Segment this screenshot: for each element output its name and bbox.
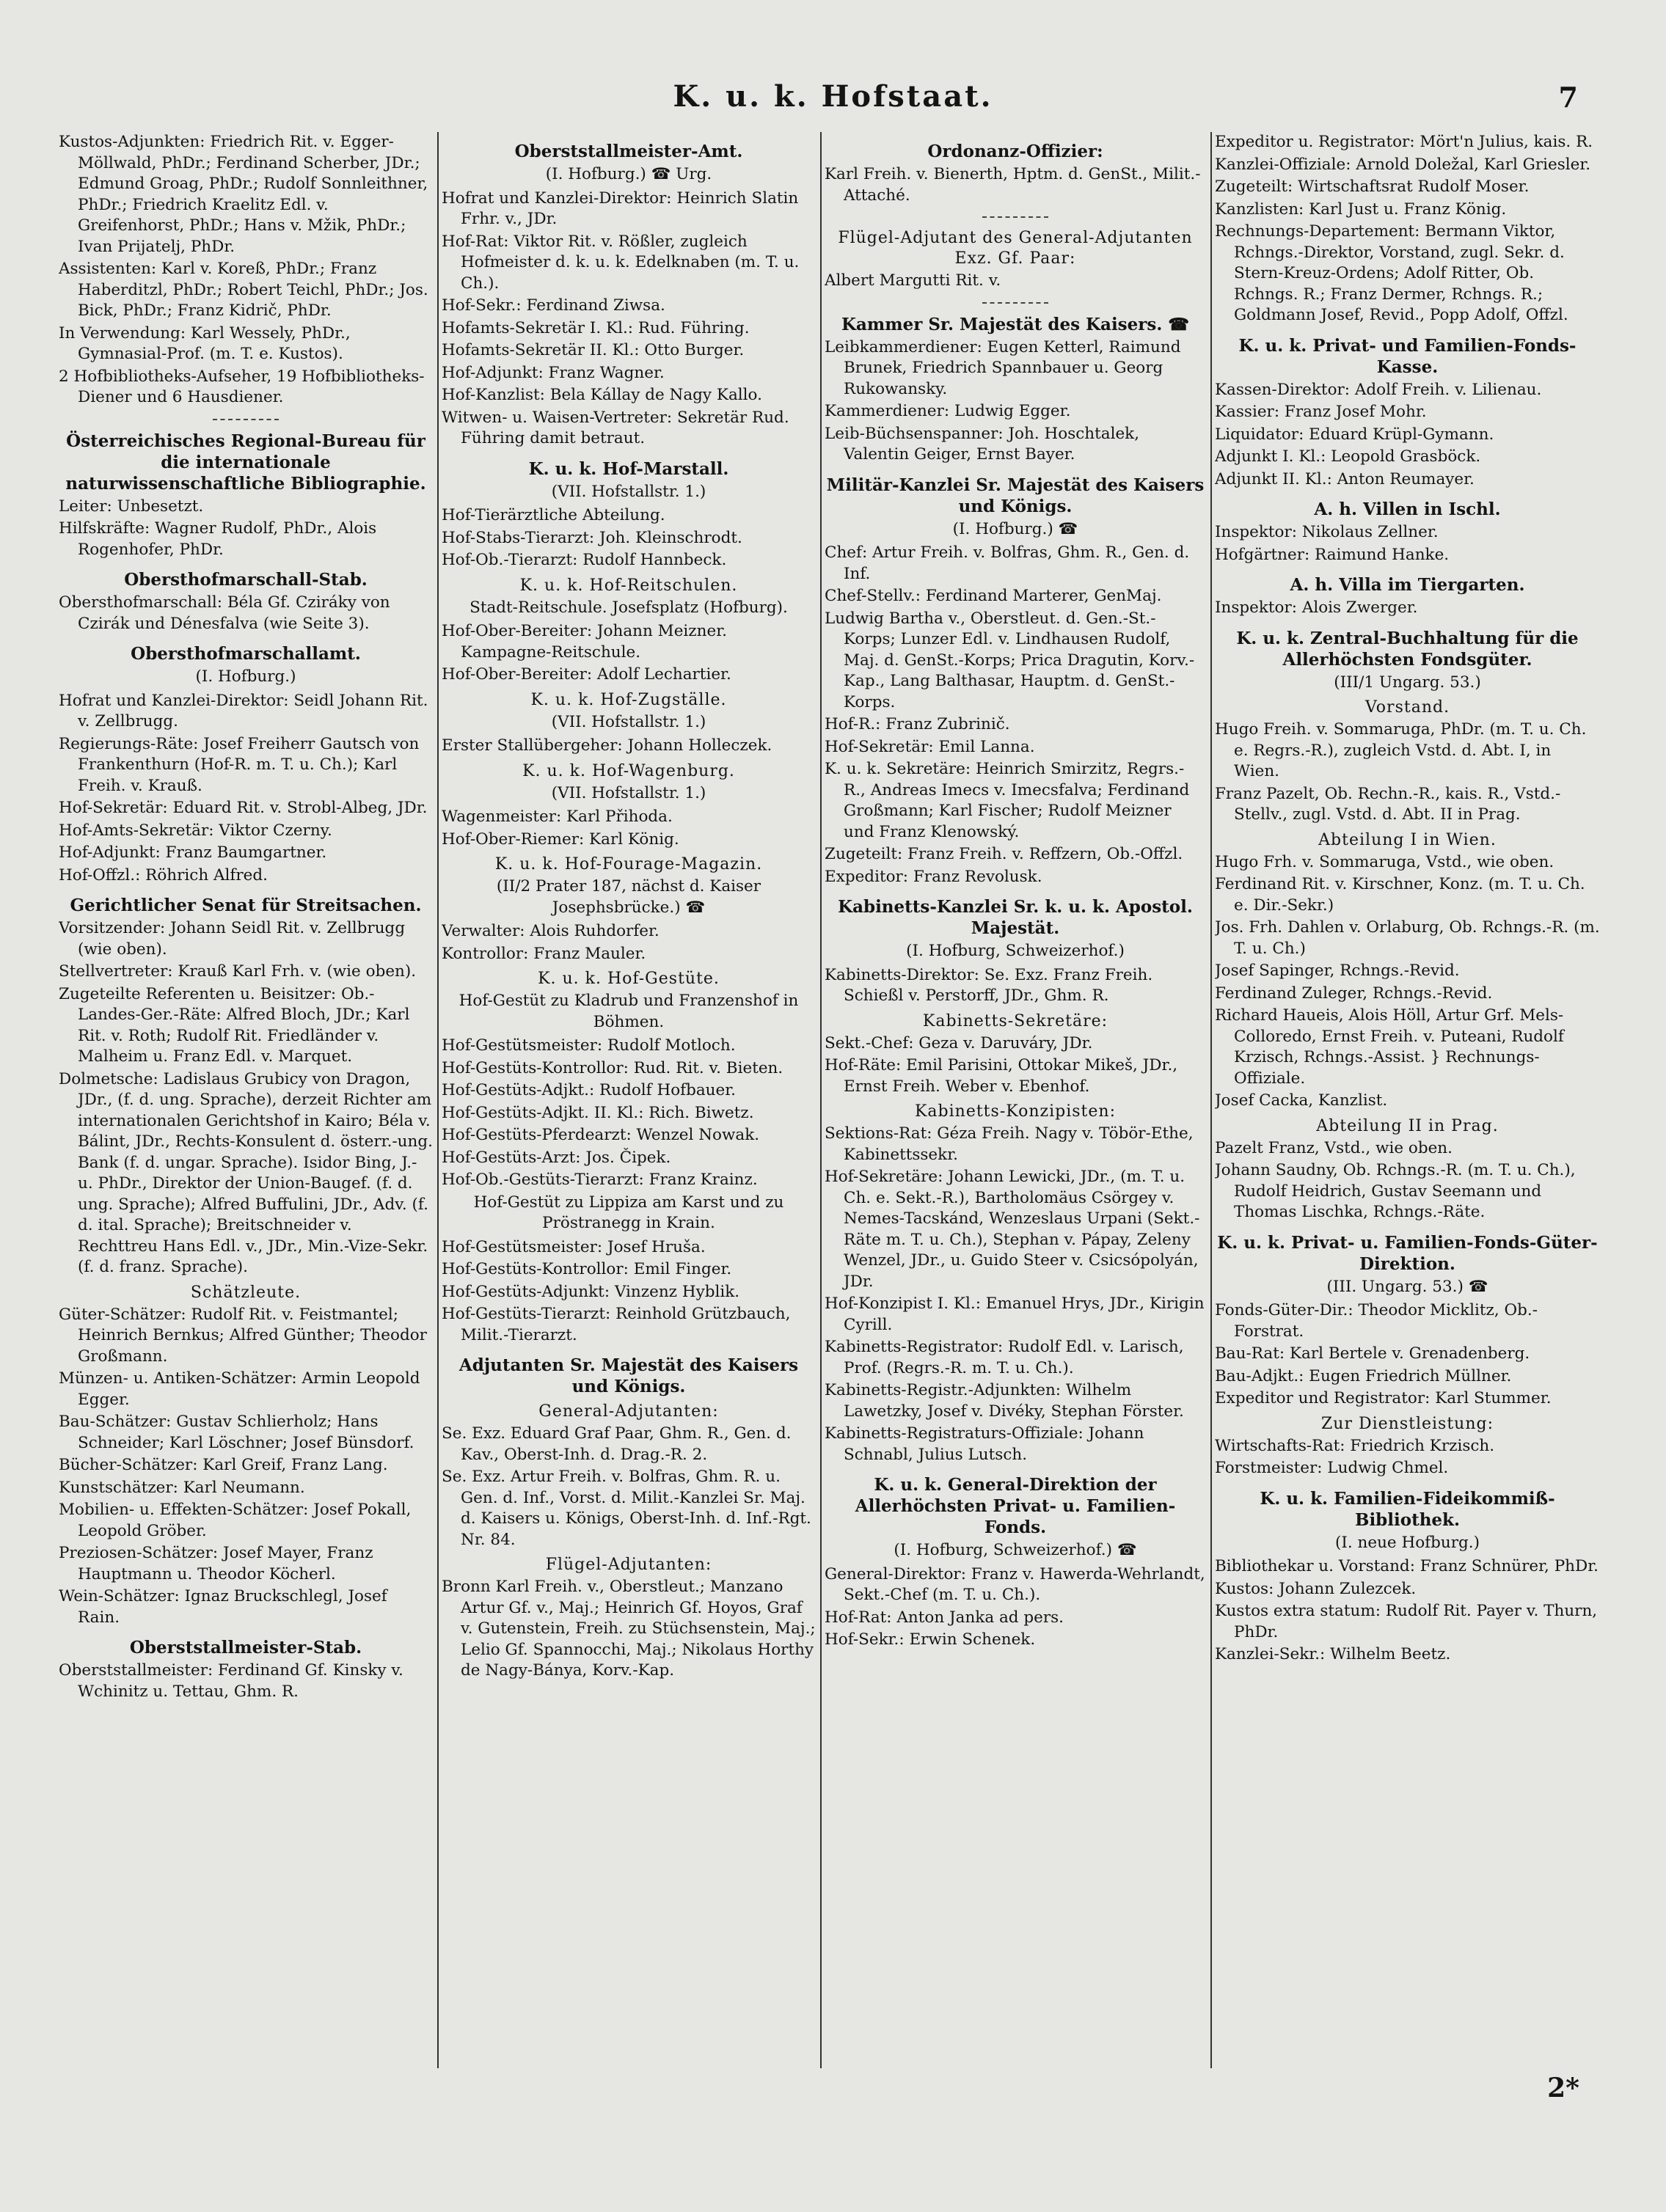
directory-entry: Leib-Büchsenspanner: Joh. Hoschtalek, Valentin Geiger, Ernst Bayer. — [825, 424, 1140, 464]
section-heading: K. u. k. General-Direktion der Allerhöchsten Privat- u. Familien-Fonds. — [855, 1475, 1176, 1537]
directory-entry: Hof-Gestüts-Tierarzt: Reinhold Grützbauch, Milit.-Tierarzt. — [442, 1305, 791, 1344]
directory-entry: Albert Margutti Rit. v. — [825, 271, 1001, 290]
directory-entry: Hof-Konzipist I. Kl.: Emanuel Hrys, JDr., Kirigin Cyrill. — [825, 1294, 1205, 1334]
subsection-heading: K. u. k. Hof-Zugställe. — [530, 690, 727, 709]
address-line: (VII. Hofstallstr. 1.) — [551, 712, 706, 731]
directory-entry: Hof-Gestütsmeister: Rudolf Motloch. — [442, 1036, 736, 1055]
section-heading: A. h. Villen in Ischl. — [1314, 499, 1501, 519]
directory-entry: Kabinetts-Registrator: Rudolf Edl. v. Larisch, Prof. (Regrs.-R. m. T. u. Ch.). — [825, 1338, 1184, 1377]
directory-entry: Leiter: Unbesetzt. — [59, 497, 204, 516]
directory-entry: Jos. Frh. Dahlen v. Orlaburg, Ob. Rchngs.-R. (m. T. u. Ch.) — [1215, 918, 1600, 958]
directory-entry: Hof-R.: Franz Zubrinič. — [825, 715, 1010, 733]
directory-entry: Zugeteilt: Wirtschaftsrat Rudolf Moser. — [1215, 177, 1530, 196]
directory-entry: Sekt.-Chef: Geza v. Daruváry, JDr. — [825, 1033, 1093, 1052]
directory-entry: Hugo Freih. v. Sommaruga, PhDr. (m. T. u. Ch. e. Regrs.-R.), zugleich Vstd. d. Abt. I, in Wien. — [1215, 720, 1587, 780]
column-4 — [1215, 132, 1600, 2068]
column-divider — [1210, 132, 1212, 2068]
directory-entry: Expeditor und Registrator: Karl Stummer. — [1215, 1389, 1552, 1407]
column-2 — [442, 132, 816, 2068]
directory-entry: Adjunkt II. Kl.: Anton Reumayer. — [1215, 469, 1475, 488]
section-heading: K. u. k. Privat- und Familien-Fonds-Kasse. — [1238, 335, 1577, 377]
subsection-heading: Flügel-Adjutant des General-Adjutanten Exz. Gf. Paar: — [838, 229, 1193, 268]
address-line: Hof-Gestüt zu Lippiza am Karst und zu Pröstranegg in Krain. — [473, 1193, 784, 1232]
directory-entry: Verwalter: Alois Ruhdorfer. — [442, 922, 660, 940]
column-1 — [59, 132, 433, 2068]
address-line: (I. Hofburg, Schweizerhof.) ☎ — [894, 1541, 1137, 1559]
directory-entry: Richard Haueis, Alois Höll, Artur Grf. Mels-Colloredo, Ernst Freih. v. Puteani, Rudolf Krzisch, Rchngs.-Assist. } Rechnungs-Offiziale. — [1215, 1006, 1564, 1088]
section-heading: K. u. k. Privat- u. Familien-Fonds-Güter-Direktion. — [1217, 1232, 1598, 1274]
directory-entry: Hof-Kanzlist: Bela Kállay de Nagy Kallo. — [442, 386, 762, 404]
directory-entry: Kustos: Johann Zulezcek. — [1215, 1579, 1417, 1598]
address-line: Hof-Gestüt zu Kladrub und Franzenshof in Böhmen. — [458, 992, 799, 1031]
directory-entry: Ferdinand Rit. v. Kirschner, Konz. (m. T. u. Ch. e. Dir.-Sekr.) — [1215, 875, 1585, 915]
directory-entry: Preziosen-Schätzer: Josef Mayer, Franz Hauptmann u. Theodor Köcherl. — [59, 1544, 373, 1583]
directory-entry: Regierungs-Räte: Josef Freiherr Gautsch von Frankenthurn (Hof-R. m. T. u. Ch.); Karl Freih. v. Krauß. — [59, 734, 420, 795]
directory-entry: Hof-Gestütsmeister: Josef Hruša. — [442, 1237, 706, 1256]
section-heading: Militär-Kanzlei Sr. Majestät des Kaisers und Königs. — [826, 475, 1205, 516]
directory-entry: Mobilien- u. Effekten-Schätzer: Josef Pokall, Leopold Gröber. — [59, 1501, 412, 1540]
directory-entry: Hof-Adjunkt: Franz Baumgartner. — [59, 843, 327, 862]
directory-entry: K. u. k. Sekretäre: Heinrich Smirzitz, Regrs.-R., Andreas Imecs v. Imecsfalva; Ferdinand Großmann; Karl Fischer; Rudolf Meizner und Franz Klenowský. — [825, 760, 1190, 841]
directory-entry: Sektions-Rat: Géza Freih. Nagy v. Töbör-Ethe, Kabinettssekr. — [825, 1124, 1194, 1164]
directory-entry: Kassen-Direktor: Adolf Freih. v. Lilienau. — [1215, 380, 1542, 399]
section-heading: Adjutanten Sr. Majestät des Kaisers und Königs. — [458, 1355, 799, 1396]
directory-entry: Obersthofmarschall: Béla Gf. Cziráky von Czirák und Dénesfalva (wie Seite 3). — [59, 593, 390, 633]
directory-entry: Franz Pazelt, Ob. Rechn.-R., kais. R., Vstd.-Stellv., zugl. Vstd. d. Abt. II in Prag. — [1215, 784, 1561, 824]
directory-entry: Josef Cacka, Kanzlist. — [1215, 1091, 1388, 1110]
directory-entry: Hof-Sekretäre: Johann Lewicki, JDr., (m. T. u. Ch. e. Sekt.-R.), Bartholomäus Csörgey v. Nemes-Tacskánd, Wenzeslaus Urpani (Sekt.-Räte m. T. u. Ch.), Stephan v. Pápay, Zeleny Wenzel, JDr., u. Guido Steer v. Csicsópolyán, JDr. — [825, 1168, 1200, 1291]
section-heading: K. u. k. Zentral-Buchhaltung für die Allerhöchsten Fondsgüter. — [1236, 628, 1579, 670]
section-heading: K. u. k. Hof-Marstall. — [528, 458, 729, 479]
directory-entry: Hugo Frh. v. Sommaruga, Vstd., wie oben. — [1215, 852, 1554, 871]
directory-entry: Forstmeister: Ludwig Chmel. — [1215, 1459, 1449, 1477]
directory-entry: Dolmetsche: Ladislaus Grubicy von Dragon, JDr., (f. d. ung. Sprache), derzeit Richter am internationalen Gerichtshof in Kairo; Béla v. Bálint, JDr., Rechts-Konsulent d. österr.-ung. Bank (f. d. ungar. Sprache). Isidor Bing, J.- u. PhDr., Direktor der Union-Baugef. (f. d. ung. Sprache); Alfred Buffulini, JDr., Adv. (f. d. ital. Sprache); Breitschneider v. Rechttreu Hans Edl. v., JDr., Min.-Vize-Sekr. (f. d. franz. Sprache). — [59, 1069, 433, 1276]
directory-entry: Güter-Schätzer: Rudolf Rit. v. Feistmantel; Heinrich Bernkus; Alfred Günther; Theodor Großmann. — [59, 1305, 427, 1366]
directory-entry: Bronn Karl Freih. v., Oberstleut.; Manzano Artur Gf. v., Maj.; Heinrich Gf. Hoyos, Graf v. Gutenstein, Freih. zu Stüchsenstein, Maj.; Lelio Gf. Spannocchi, Maj.; Nikolaus Horthy de Nagy-Bánya, Korv.-Kap. — [442, 1578, 816, 1680]
directory-entry: Kustos extra statum: Rudolf Rit. Payer v. Thurn, PhDr. — [1215, 1602, 1598, 1641]
directory-entry: Hof-Ober-Bereiter: Adolf Lechartier. — [442, 665, 731, 684]
column-3 — [825, 132, 1206, 2068]
directory-entry: Erster Stallübergeher: Johann Holleczek. — [442, 736, 772, 755]
directory-entry: Hilfskräfte: Wagner Rudolf, PhDr., Alois Rogenhofer, PhDr. — [59, 519, 377, 559]
directory-entry: Hof-Sekr.: Ferdinand Ziwsa. — [442, 296, 665, 315]
address-line: (VII. Hofstallstr. 1.) — [551, 482, 706, 501]
subsection-heading: Zur Dienstleistung: — [1320, 1414, 1494, 1433]
subsection-heading: Abteilung II in Prag. — [1316, 1116, 1499, 1135]
directory-entry: Hof-Amts-Sekretär: Viktor Czerny. — [59, 821, 332, 840]
directory-entry: Leibkammerdiener: Eugen Ketterl, Raimund Brunek, Friedrich Spannbauer u. Georg Rukowansky. — [825, 337, 1181, 398]
directory-entry: Hof-Gestüts-Adjunkt: Vinzenz Hyblik. — [442, 1282, 740, 1301]
section-separator — [982, 302, 1048, 304]
address-line: (II/2 Prater 187, nächst d. Kaiser Josephsbrücke.) ☎ — [496, 877, 761, 917]
directory-entry: Adjunkt I. Kl.: Leopold Grasböck. — [1215, 447, 1481, 466]
directory-entry: Hofamts-Sekretär I. Kl.: Rud. Führing. — [442, 318, 750, 337]
subsection-heading: Vorstand. — [1364, 698, 1450, 717]
subsection-heading: K. u. k. Hof-Reitschulen. — [519, 576, 738, 595]
directory-entry: Assistenten: Karl v. Koreß, PhDr.; Franz Haberditzl, PhDr.; Robert Teichl, PhDr.; Jos. Bick, PhDr.; Franz Kidrič, PhDr. — [59, 260, 428, 320]
directory-entry: Inspektor: Nikolaus Zellner. — [1215, 523, 1439, 541]
subsection-heading: K. u. k. Hof-Wagenburg. — [522, 761, 735, 780]
address-line: (I. neue Hofburg.) — [1334, 1533, 1480, 1552]
directory-entry: Bau-Rat: Karl Bertele v. Grenadenberg. — [1215, 1344, 1530, 1363]
directory-entry: Karl Freih. v. Bienerth, Hptm. d. GenSt., Milit.-Attaché. — [825, 165, 1201, 205]
subsection-heading: General-Adjutanten: — [538, 1402, 719, 1421]
address-line: (VII. Hofstallstr. 1.) — [551, 783, 706, 802]
directory-entry: Hof-Rat: Anton Janka ad pers. — [825, 1608, 1064, 1627]
directory-entry: Inspektor: Alois Zwerger. — [1215, 598, 1418, 617]
directory-entry: Oberststallmeister: Ferdinand Gf. Kinsky v. Wchinitz u. Tettau, Ghm. R. — [59, 1661, 403, 1701]
directory-entry: Hof-Stabs-Tierarzt: Joh. Kleinschrodt. — [442, 528, 742, 547]
section-heading: Ordonanz-Offizier: — [927, 142, 1103, 161]
directory-entry: Hof-Sekr.: Erwin Schenek. — [825, 1630, 1036, 1649]
section-heading: Obersthofmarschall-Stab. — [124, 570, 368, 590]
section-heading: Obersthofmarschallamt. — [131, 644, 361, 664]
directory-entry: In Verwendung: Karl Wessely, PhDr., Gymnasial-Prof. (m. T. e. Kustos). — [59, 323, 351, 363]
directory-entry: Hof-Gestüts-Kontrollor: Rud. Rit. v. Bieten. — [442, 1058, 783, 1077]
directory-entry: Liquidator: Eduard Krüpl-Gymann. — [1215, 425, 1494, 444]
section-heading: Kammer Sr. Majestät des Kaisers. ☎ — [841, 314, 1189, 334]
directory-entry: Ferdinand Zuleger, Rchngs.-Revid. — [1215, 984, 1493, 1003]
subsection-heading: K. u. k. Hof-Gestüte. — [538, 970, 720, 988]
directory-entry: Witwen- u. Waisen-Vertreter: Sekretär Rud. Führing damit betraut. — [442, 408, 789, 447]
directory-entry: Hof-Tierärztliche Abteilung. — [442, 506, 665, 524]
address-line: (I. Hofburg.) — [195, 667, 296, 686]
directory-entry: Hof-Rat: Viktor Rit. v. Rößler, zugleich Hofmeister d. k. u. k. Edelknaben (m. T. u. Ch.). — [442, 232, 800, 293]
directory-entry: Bücher-Schätzer: Karl Greif, Franz Lang. — [59, 1456, 388, 1474]
section-separator — [213, 419, 279, 420]
directory-entry: Hof-Gestüts-Adjkt. II. Kl.: Rich. Biwetz. — [442, 1103, 754, 1122]
address-line: (III. Ungarg. 53.) ☎ — [1326, 1277, 1488, 1296]
directory-entry: Expeditor: Franz Revolusk. — [825, 867, 1042, 886]
directory-entry: Hof-Ob.-Tierarzt: Rudolf Hannbeck. — [442, 551, 727, 569]
column-divider — [820, 132, 822, 2068]
subsection-heading: Kabinetts-Konzipisten: — [914, 1102, 1116, 1121]
directory-entry: Hofrat und Kanzlei-Direktor: Seidl Johann Rit. v. Zellbrugg. — [59, 691, 428, 730]
section-heading: Österreichisches Regional-Bureau für die internationale naturwissenschaftliche Bibliographie. — [65, 431, 426, 494]
section-heading: Kabinetts-Kanzlei Sr. k. u. k. Apostol. Majestät. — [838, 897, 1193, 938]
address-line: (III/1 Ungarg. 53.) — [1334, 673, 1481, 692]
directory-entry: Hofamts-Sekretär II. Kl.: Otto Burger. — [442, 341, 745, 359]
directory-entry: Hof-Sekretär: Emil Lanna. — [825, 737, 1035, 756]
directory-entry: Zugeteilt: Franz Freih. v. Reffzern, Ob.-Offzl. — [825, 845, 1183, 863]
directory-entry: Hof-Sekretär: Eduard Rit. v. Strobl-Albeg, JDr. — [59, 799, 428, 817]
directory-entry: Kanzlei-Sekr.: Wilhelm Beetz. — [1215, 1645, 1451, 1663]
directory-entry: Vorsitzender: Johann Seidl Rit. v. Zellbrugg (wie oben). — [59, 919, 406, 959]
directory-entry: Kabinetts-Registr.-Adjunkten: Wilhelm Lawetzky, Josef v. Divéky, Stephan Förster. — [825, 1381, 1184, 1421]
directory-entry: Hof-Ober-Bereiter: Johann Meizner. Kampagne-Reitschule. — [442, 622, 727, 662]
directory-entry: Hof-Gestüts-Kontrollor: Emil Finger. — [442, 1260, 732, 1278]
directory-entry: Josef Sapinger, Rchngs.-Revid. — [1215, 962, 1460, 980]
directory-entry: Hof-Ober-Riemer: Karl König. — [442, 830, 679, 849]
directory-entry: Hof-Adjunkt: Franz Wagner. — [442, 363, 665, 382]
directory-entry: Kustos-Adjunkten: Friedrich Rit. v. Egger-Möllwald, PhDr.; Ferdinand Scherber, JDr.; Edmund Groag, PhDr.; Rudolf Sonnleithner, PhDr.; Friedrich Kraelitz Edl. v. Greifenhorst, PhDr.; Hans v. Mžik, PhDr.; Ivan Prijatelj, PhDr. — [59, 133, 428, 256]
address-line: (I. Hofburg.) ☎ Urg. — [545, 165, 712, 183]
directory-entry: 2 Hofbibliotheks-Aufseher, 19 Hofbibliotheks-Diener und 6 Hausdiener. — [59, 367, 425, 406]
directory-entry: Bau-Schätzer: Gustav Schlierholz; Hans Schneider; Karl Löschner; Josef Bünsdorf. — [59, 1413, 414, 1452]
printer-signature: 2* — [1547, 2073, 1579, 2103]
directory-entry: Bibliothekar u. Vorstand: Franz Schnürer, PhDr. — [1215, 1557, 1599, 1575]
directory-entry: Hof-Ob.-Gestüts-Tierarzt: Franz Krainz. — [442, 1171, 758, 1189]
directory-entry: Kanzlei-Offiziale: Arnold Doležal, Karl Griesler. — [1215, 155, 1591, 174]
section-heading: Oberststallmeister-Stab. — [129, 1638, 362, 1658]
directory-entry: Se. Exz. Eduard Graf Paar, Ghm. R., Gen. d. Kav., Oberst-Inh. d. Drag.-R. 2. — [442, 1424, 792, 1464]
directory-entry: Stellvertreter: Krauß Karl Frh. v. (wie oben). — [59, 962, 417, 981]
directory-entry: Chef: Artur Freih. v. Bolfras, Ghm. R., Gen. d. Inf. — [825, 543, 1190, 583]
directory-entry: Zugeteilte Referenten u. Beisitzer: Ob.-Landes-Ger.-Räte: Alfred Bloch, JDr.; Karl Rit. v. Roth; Rudolf Rit. Friedländer v. Malheim u. Franz Edl. v. Marquet. — [59, 984, 410, 1066]
directory-entry: Ludwig Bartha v., Oberstleut. d. Gen.-St.-Korps; Lunzer Edl. v. Lindhausen Rudolf, Maj. d. GenSt.-Korps; Prica Dragutin, Korv.-Kap., Lang Balthasar, Hauptm. d. GenSt.-Korps. — [825, 609, 1195, 711]
directory-entry: Kabinetts-Registraturs-Offiziale: Johann Schnabl, Julius Lutsch. — [825, 1424, 1144, 1464]
directory-entry: Wirtschafts-Rat: Friedrich Krzisch. — [1215, 1436, 1495, 1455]
directory-entry: Hof-Gestüts-Pferdearzt: Wenzel Nowak. — [442, 1126, 760, 1144]
directory-entry: Hofrat und Kanzlei-Direktor: Heinrich Slatin Frhr. v., JDr. — [442, 188, 799, 228]
directory-entry: Bau-Adjkt.: Eugen Friedrich Müllner. — [1215, 1366, 1512, 1385]
directory-entry: Rechnungs-Departement: Bermann Viktor, Rchngs.-Direktor, Vorstand, zugl. Sekr. d. Stern-Kreuz-Ordens; Adolf Ritter, Ob. Rchngs. R.; Franz Dermer, Rchngs. R.; Goldmann Josef, Revid., Popp Adolf, Offzl. — [1215, 222, 1568, 324]
directory-entry: Wagenmeister: Karl Přihoda. — [442, 807, 673, 826]
subsection-heading: Schätzleute. — [190, 1283, 302, 1302]
subsection-heading: Abteilung I in Wien. — [1318, 830, 1497, 849]
section-heading: K. u. k. Familien-Fideikommiß-Bibliothek. — [1260, 1488, 1555, 1530]
directory-entry: Expeditor u. Registrator: Mört'n Julius, kais. R. — [1215, 133, 1593, 151]
directory-entry: Pazelt Franz, Vstd., wie oben. — [1215, 1138, 1453, 1157]
subsection-heading: Kabinetts-Sekretäre: — [922, 1011, 1108, 1030]
directory-entry: Hof-Offzl.: Röhrich Alfred. — [59, 865, 268, 885]
directory-entry: Kontrollor: Franz Mauler. — [442, 944, 646, 963]
address-line: (I. Hofburg, Schweizerhof.) — [906, 942, 1125, 960]
section-separator — [982, 216, 1048, 218]
address-line: (I. Hofburg.) ☎ — [952, 519, 1078, 538]
section-heading: A. h. Villa im Tiergarten. — [1290, 575, 1525, 595]
directory-entry: Wein-Schätzer: Ignaz Bruckschlegl, Josef Rain. — [59, 1587, 387, 1627]
directory-entry: Kunstschätzer: Karl Neumann. — [59, 1478, 305, 1497]
section-heading: Oberststallmeister-Amt. — [514, 142, 743, 161]
directory-entry: Kammerdiener: Ludwig Egger. — [825, 402, 1071, 420]
directory-entry: Kabinetts-Direktor: Se. Exz. Franz Freih. Schießl v. Perstorff, JDr., Ghm. R. — [825, 965, 1153, 1005]
page-number: 7 — [1558, 81, 1578, 114]
directory-entry: Hof-Gestüts-Adjkt.: Rudolf Hofbauer. — [442, 1081, 737, 1099]
directory-entry: Hof-Räte: Emil Parisini, Ottokar Mikeš, JDr., Ernst Freih. Weber v. Ebenhof. — [825, 1056, 1178, 1096]
column-divider — [437, 132, 439, 2068]
directory-entry: Münzen- u. Antiken-Schätzer: Armin Leopold Egger. — [59, 1369, 420, 1409]
directory-entry: Se. Exz. Artur Freih. v. Bolfras, Ghm. R. u. Gen. d. Inf., Vorst. d. Milit.-Kanzlei Sr. Maj. d. Kaisers u. Königs, Oberst-Inh. d. Inf.-Rgt. Nr. 84. — [442, 1468, 811, 1549]
directory-entry: Chef-Stellv.: Ferdinand Marterer, GenMaj. — [825, 587, 1162, 605]
address-line: Stadt-Reitschule. Josefsplatz (Hofburg). — [470, 598, 788, 617]
subsection-heading: K. u. k. Hof-Fourage-Magazin. — [494, 855, 763, 874]
subsection-heading: Flügel-Adjutanten: — [545, 1556, 712, 1574]
directory-entry: General-Direktor: Franz v. Hawerda-Wehrlandt, Sekt.-Chef (m. T. u. Ch.). — [825, 1564, 1205, 1604]
directory-entry: Johann Saudny, Ob. Rchngs.-R. (m. T. u. Ch.), Rudolf Heidrich, Gustav Seemann und Thomas Lischka, Rchngs.-Räte. — [1215, 1161, 1576, 1221]
directory-entry: Kassier: Franz Josef Mohr. — [1215, 403, 1427, 421]
directory-entry: Hofgärtner: Raimund Hanke. — [1215, 545, 1450, 564]
directory-entry: Kanzlisten: Karl Just u. Franz König. — [1215, 199, 1507, 219]
section-heading: Gerichtlicher Senat für Streitsachen. — [70, 896, 422, 915]
directory-entry: Fonds-Güter-Dir.: Theodor Micklitz, Ob.-Forstrat. — [1215, 1301, 1538, 1341]
running-head: K. u. k. Hofstaat. — [673, 79, 993, 114]
directory-entry: Hof-Gestüts-Arzt: Jos. Čipek. — [442, 1148, 671, 1167]
